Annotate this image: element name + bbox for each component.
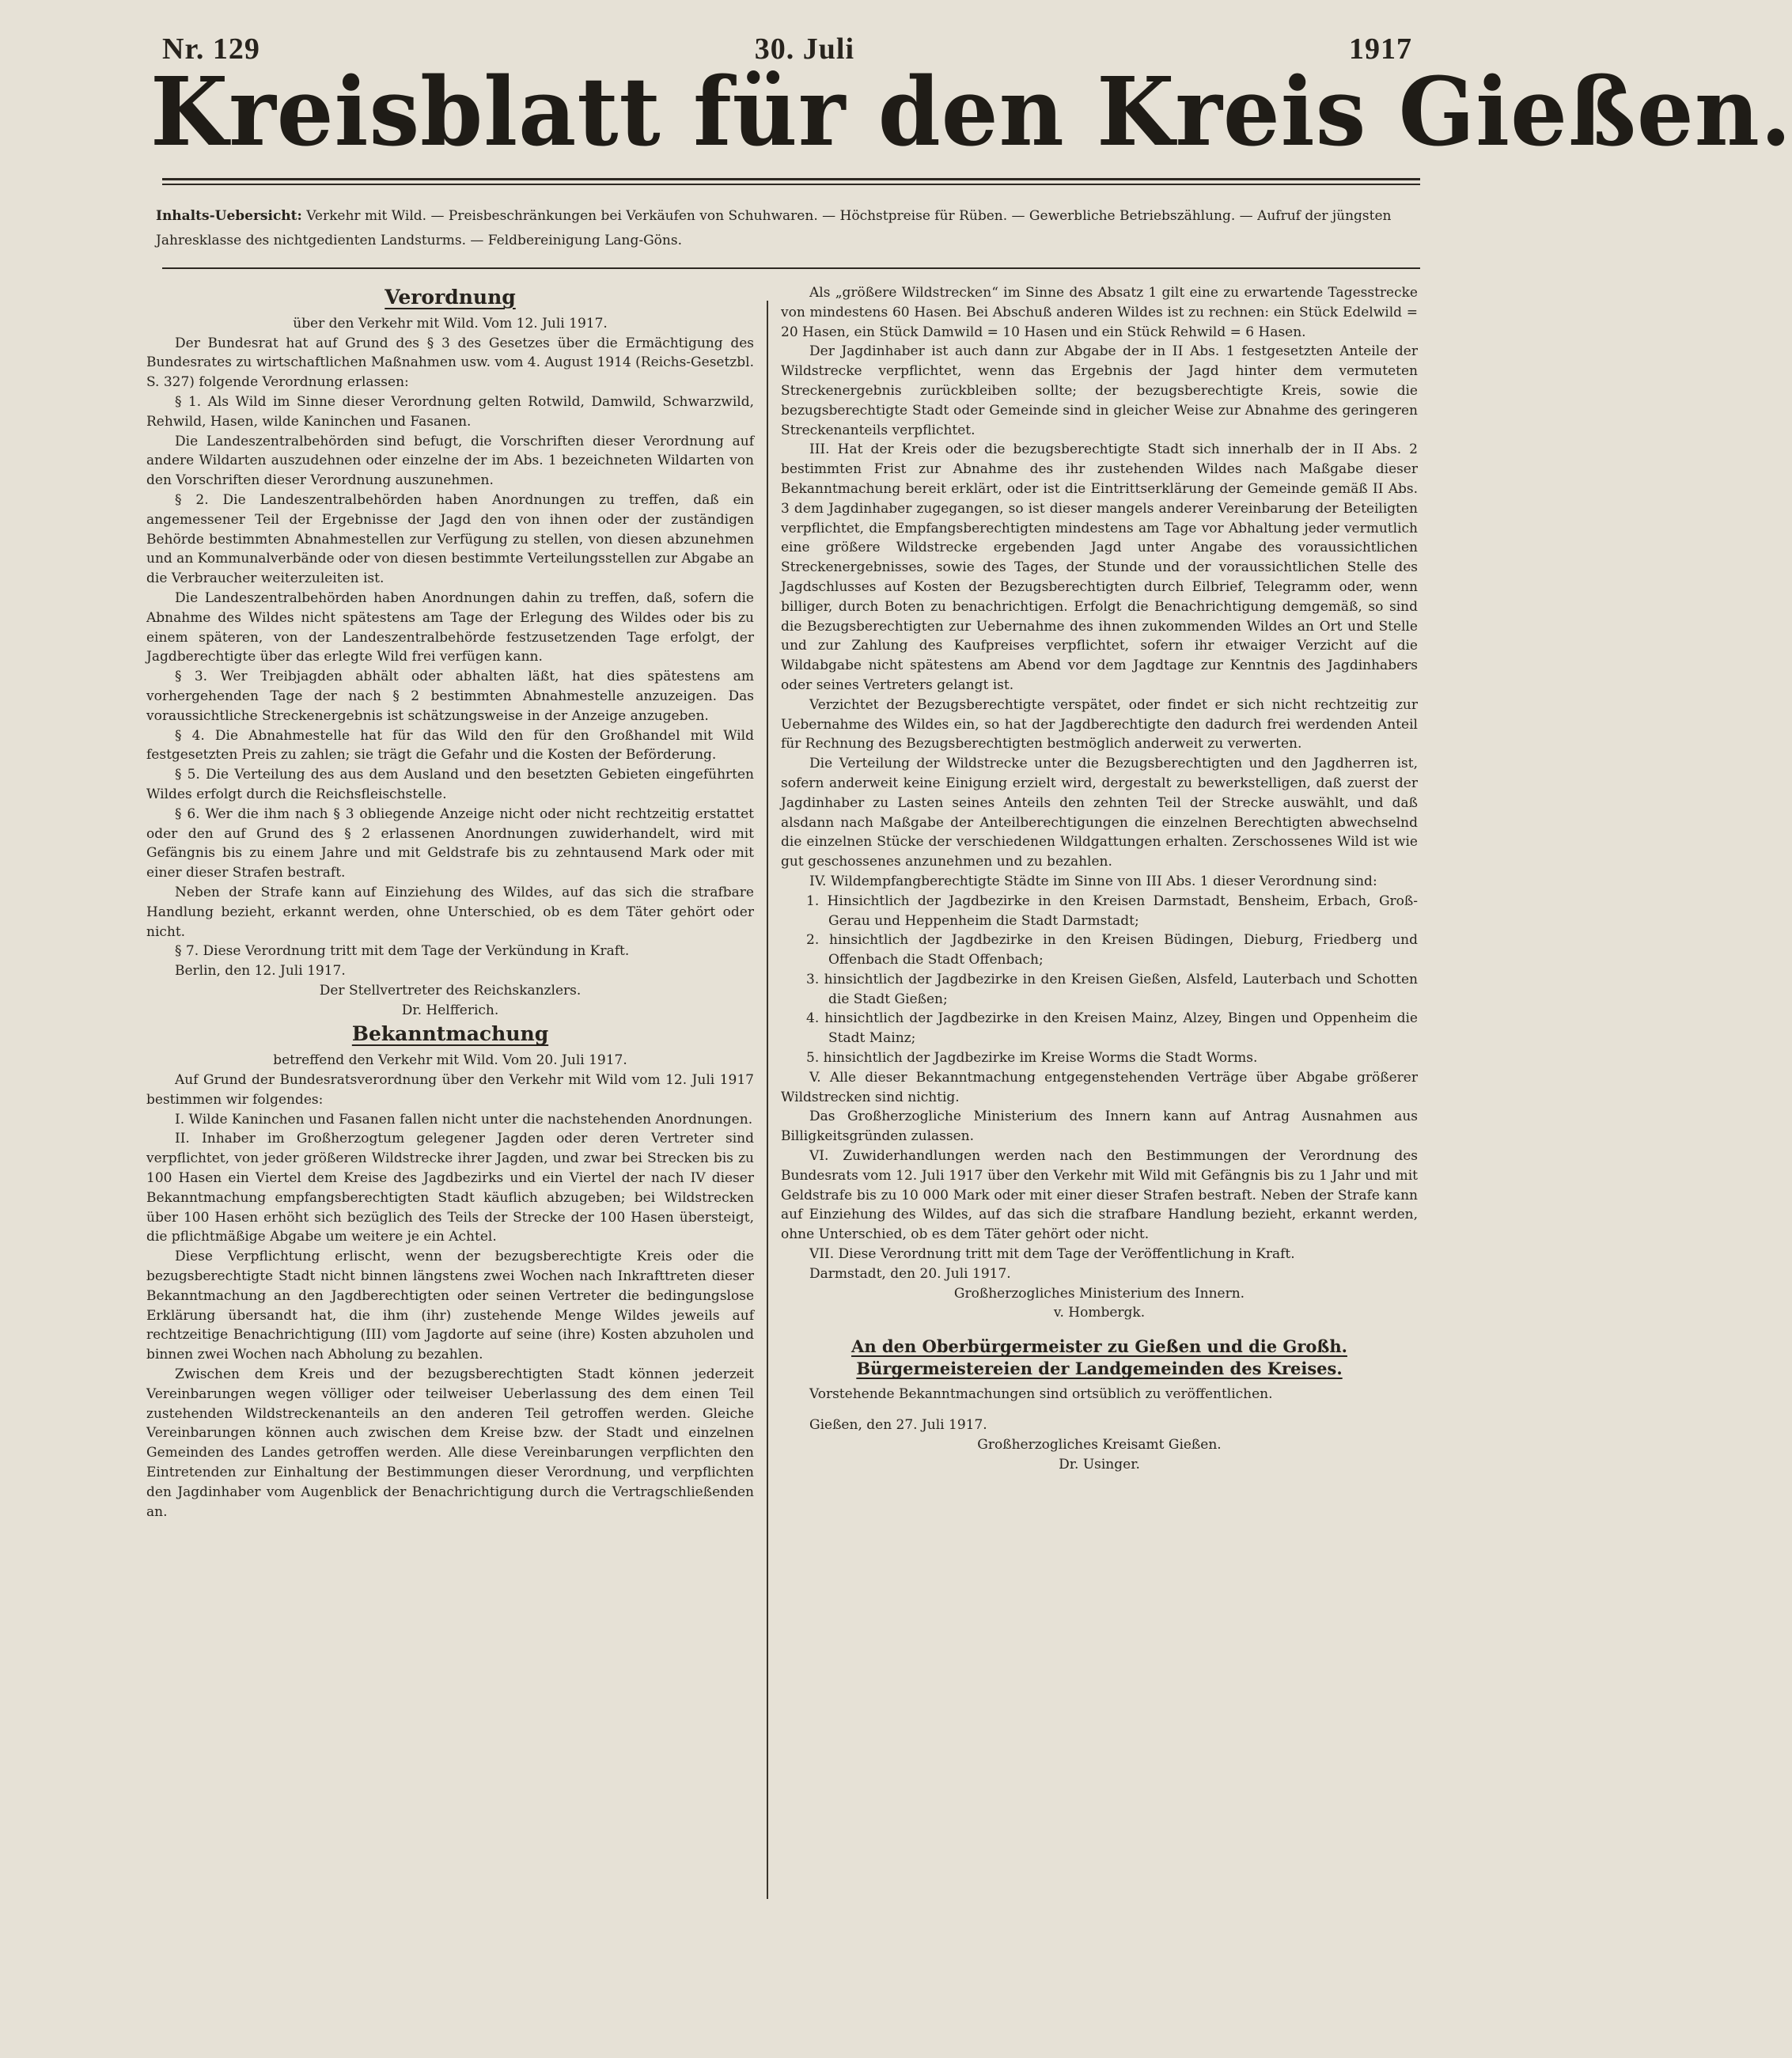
paragraph: § 2. Die Landeszentralbehörden haben Anordnungen zu treffen, daß ein angemessener Teil der Ergebnisse der Jagd den von ihnen oder der zuständigen Behörde bestimmten Abnahmestellen zur Verfügung zu stellen, von diesen abzunehmen und an Kommunalverbände oder von diesen bestimmte Verteilungsstellen zur Abgabe an die Verbraucher weiterzuleiten ist.: [146, 491, 754, 587]
paragraph: Diese Verpflichtung erlischt, wenn der bezugsberechtigte Kreis oder die bezugsberechtigte Stadt nicht binnen längstens zwei Wochen nach Inkrafttreten dieser Bekanntmachung an den Jagdberechtigten oder seinen Vertreter die bedingungslose Erklärung übersandt hat, die ihm (ihr) zustehende Menge Wildes jeweils auf rechtzeitige Benachrichtigung (III) vom Jagdorte auf seine (ihre) Kosten abzuholen und binnen zwei Wochen nach Abholung zu bezahlen.: [146, 1249, 754, 1363]
place-date: Darmstadt, den 20. Juli 1917.: [809, 1265, 1011, 1282]
paragraph: Auf Grund der Bundesratsverordnung über den Verkehr mit Wild vom 12. Juli 1917 bestimmen wir folgendes:: [146, 1072, 754, 1108]
list-item: 1. Hinsichtlich der Jagdbezirke in den Kreisen Darmstadt, Bensheim, Erbach, Groß-Gerau und Heppenheim die Stadt Darmstadt;: [806, 893, 1418, 929]
paragraph: Die Verteilung der Wildstrecke unter die Bezugsberechtigten und den Jagdherren ist, sofern anderweit keine Einigung erzielt wird, dergestalt zu bewerkstelligen, daß zuerst der Jagdinhaber zu Lasten seines Anteils den zehnten Teil der Strecke auswählt, und daß alsdann nach Maßgabe der Anteilberechtigungen die einzelnen Berechtigten abwechselnd die einzelnen Stücke der verschiedenen Wildgattungen erhalten. Zerschossenes Wild ist wie gut geschossenes anzunehmen und zu bezahlen.: [781, 756, 1418, 870]
paragraph: § 3. Wer Treibjagden abhält oder abhalten läßt, hat dies spätestens am vorhergehenden Tage der nach § 2 bestimmten Abnahmestelle anzuzeigen. Das voraussichtliche Streckenergebnis ist schätzungsweise in der Anzeige anzugeben.: [146, 669, 754, 724]
masthead-title: Kreisblatt für den Kreis Gießen.: [150, 56, 1792, 168]
column-divider: [767, 301, 768, 1899]
masthead-rule: [162, 178, 1420, 180]
paragraph: VI. Zuwiderhandlungen werden nach den Bestimmungen der Verordnung des Bundesrats vom 12. Juli 1917 über den Verkehr mit Wild mit Gefängnis bis zu 1 Jahr und mit Geldstrafe bis zu 10 000 Mark oder mit einer dieser Strafen bestraft. Neben der Strafe kann auf Einziehung des Wildes, auf das sich die strafbare Handlung bezieht, erkannt werden, ohne Unterschied, ob es dem Täter gehört oder nicht.: [781, 1148, 1418, 1243]
paragraph: Als „größere Wildstrecken“ im Sinne des Absatz 1 gilt eine zu erwartende Tagesstrecke von mindestens 60 Hasen. Bei Abschuß anderen Wildes ist zu rechnen: ein Stück Edelwild = 20 Hasen, ein Stück Damwild = 10 Hasen und ein Stück Rehwild = 6 Hasen.: [781, 285, 1418, 340]
signature-title: Großherzogliches Kreisamt Gießen.: [977, 1436, 1222, 1453]
left-column: [146, 283, 754, 1522]
paragraph: II. Inhaber im Großherzogtum gelegener Jagden oder deren Vertreter sind verpflichtet, von jeder größeren Wildstrecke ihrer Jagden, und zwar bei Strecken bis zu 100 Hasen ein Viertel dem Kreise des Jagdbezirks und ein Viertel der nach IV dieser Bekanntmachung empfangsberechtigten Stadt käuflich abzugeben; bei Wildstrecken über 100 Hasen erhöht sich bezüglich des Teils der Strecke der 100 Hasen übersteigt, die pflichtmäßige Abgabe um weitere je ein Achtel.: [146, 1131, 754, 1245]
spacer: [781, 1404, 1418, 1416]
ordinance-subtitle: über den Verkehr mit Wild. Vom 12. Juli 1917.: [293, 315, 608, 332]
contents-text: Verkehr mit Wild. — Preisbeschränkungen bei Verkäufen von Schuhwaren. — Höchstpreise für Rüben. — Gewerbliche Betriebszählung. — Aufruf der jüngsten Jahresklasse des nichtgedienten Landsturms. — Feldbereinigung Lang-Göns.: [156, 208, 1392, 248]
signature-name: Dr. Usinger.: [1059, 1456, 1140, 1472]
signature-title: Der Stellvertreter des Reichskanzlers.: [319, 982, 582, 999]
list-item: 5. hinsichtlich der Jagdbezirke im Kreise Worms die Stadt Worms.: [806, 1050, 1258, 1067]
paragraph: Verzichtet der Bezugsberechtigte verspätet, oder findet er sich nicht rechtzeitig zur Uebernahme des Wildes ein, so hat der Jagdberechtigte den dadurch frei werdenden Anteil für Rechnung des Bezugsberechtigten bestmöglich anderweit zu verwerten.: [781, 696, 1418, 752]
signature-name: v. Hombergk.: [1053, 1305, 1146, 1321]
paragraph: Die Landeszentralbehörden sind befugt, die Vorschriften dieser Verordnung auf andere Wildarten auszudehnen oder einzelne der im Abs. 1 bezeichneten Wildarten von den Vorschriften dieser Verordnung auszunehmen.: [146, 433, 754, 489]
issue-number: Nr. 129: [162, 32, 260, 66]
paragraph: III. Hat der Kreis oder die bezugsberechtigte Stadt sich innerhalb der in II Abs. 2 bestimmten Frist zur Abnahme des ihr zustehenden Wildes nach Maßgabe dieser Bekanntmachung bereit erklärt, oder ist die Eintrittserklärung der Gemeinde gemäß II Abs. 3 dem Jagdinhaber zugegangen, so ist dieser mangels anderer Vereinbarung der Beteiligten verpflichtet, die Empfangsberechtigten mindestens am Tage vor Abhaltung jeder vermutlich eine größere Wildstrecke ergebenden Jagd unter Angabe des voraussichtlichen Streckenergebnisses, sowie des Tages, der Stunde und der voraussichtlichen Stelle des Jagdschlusses auf Kosten der Bezugsberechtigten durch Eilbrief, Telegramm oder, wenn billiger, durch Boten zu benachrichtigen. Erfolgt die Benachrichtigung demgemäß, so sind die Bezugsberechtigten zur Uebernahme des ihnen zukommenden Wildes an Ort und Stelle und zur Zahlung des Kaufpreises verpflichtet, sofern ihr etwaiger Verzicht auf die Wildabgabe nicht spätestens am Abend vor dem Jagdtage zur Kenntnis des Jagdinhabers oder seines Vertreters gelangt ist.: [781, 442, 1418, 693]
notice-heading: An den Oberbürgermeister zu Gießen und die Großh. Bürgermeistereien der Landgemeinden des Kreises.: [851, 1336, 1347, 1379]
signature-name: Dr. Helfferich.: [401, 1002, 499, 1018]
city-list: [781, 892, 1418, 1068]
paragraph: Der Jagdinhaber ist auch dann zur Abgabe der in II Abs. 1 festgesetzten Anteile der Wildstrecke verpflichtet, wenn das Ergebnis der Jagd hinter dem vermuteten Streckenergebnis zurückbleiben sollte; der bezugsberechtigte Kreis, sowie die bezugsberechtigte Stadt oder Gemeinde sind in gleicher Weise zur Abnahme des geringeren Streckenanteils verpflichtet.: [781, 343, 1418, 438]
announcement-subtitle: betreffend den Verkehr mit Wild. Vom 20. Juli 1917.: [273, 1052, 627, 1069]
paragraph: § 7. Diese Verordnung tritt mit dem Tage der Verkündung in Kraft.: [175, 943, 630, 960]
issue-date: 30. Juli: [754, 32, 855, 66]
contents-label: Inhalts-Uebersicht:: [156, 208, 302, 224]
list-item: 3. hinsichtlich der Jagdbezirke in den Kreisen Gießen, Alsfeld, Lauterbach und Schotten die Stadt Gießen;: [806, 971, 1418, 1007]
paragraph: Zwischen dem Kreis und der bezugsberechtigten Stadt können jederzeit Vereinbarungen wegen völliger oder teilweiser Ueberlassung des dem einen Teil zustehenden Wildstreckenanteils an den anderen Teil getroffen werden. Gleiche Vereinbarungen können auch zwischen dem Kreise bzw. der Stadt und einzelnen Gemeinden des Landes getroffen werden. Alle diese Vereinbarungen verpflichten den Eintretenden zur Einhaltung der Bestimmungen dieser Verordnung, und verpflichten den Jagdinhaber vom Augenblick der Benachrichtigung durch die Vertragschließenden an.: [146, 1366, 754, 1520]
masthead-rule-thin: [162, 184, 1420, 185]
paragraph: V. Alle dieser Bekanntmachung entgegenstehenden Verträge über Abgabe größerer Wildstrecken sind nichtig.: [781, 1069, 1418, 1105]
list-item: 2. hinsichtlich der Jagdbezirke in den Kreisen Büdingen, Dieburg, Friedberg und Offenbach die Stadt Offenbach;: [806, 932, 1418, 968]
announcement-heading: Bekanntmachung: [351, 1022, 549, 1046]
paragraph: § 6. Wer die ihm nach § 3 obliegende Anzeige nicht oder nicht rechtzeitig erstattet oder den auf Grund des § 2 erlassenen Anordnungen zuwiderhandelt, wird mit Gefängnis bis zu einem Jahre und mit Geldstrafe bis zu zehntausend Mark oder mit einer dieser Strafen bestraft.: [146, 805, 754, 881]
ordinance-heading: Verordnung: [385, 286, 516, 309]
contents-rule: [162, 267, 1420, 269]
table-of-contents: [156, 204, 1420, 253]
signature-title: Großherzogliches Ministerium des Innern.: [953, 1285, 1245, 1302]
paragraph: § 5. Die Verteilung des aus dem Ausland und den besetzten Gebieten eingeführten Wildes erfolgt durch die Reichsfleischstelle.: [146, 767, 754, 802]
list-item: 4. hinsichtlich der Jagdbezirke in den Kreisen Mainz, Alzey, Bingen und Oppenheim die Stadt Mainz;: [806, 1010, 1418, 1047]
paragraph: § 4. Die Abnahmestelle hat für das Wild den für den Großhandel mit Wild festgesetzten Preis zu zahlen; sie trägt die Gefahr und die Kosten der Beförderung.: [146, 727, 754, 764]
paragraph: VII. Diese Verordnung tritt mit dem Tage der Veröffentlichung in Kraft.: [809, 1246, 1295, 1263]
paragraph: § 1. Als Wild im Sinne dieser Verordnung gelten Rotwild, Damwild, Schwarzwild, Rehwild, Hasen, wilde Kaninchen und Fasanen.: [146, 393, 754, 430]
place-date: Gießen, den 27. Juli 1917.: [809, 1417, 987, 1434]
paragraph: Vorstehende Bekanntmachungen sind ortsüblich zu veröffentlichen.: [809, 1386, 1273, 1403]
paragraph: Das Großherzogliche Ministerium des Innern kann auf Antrag Ausnahmen aus Billigkeitsgründen zulassen.: [781, 1109, 1418, 1145]
paragraph: Die Landeszentralbehörden haben Anordnungen dahin zu treffen, daß, sofern die Abnahme des Wildes nicht spätestens am Tage der Erlegung des Wildes oder bis zu einem späteren, von der Landeszentralbehörde festzusetzenden Tage erfolgt, der Jagdberechtigte über das erlegte Wild frei verfügen kann.: [146, 589, 754, 665]
right-column: [781, 283, 1418, 1474]
paragraph: I. Wilde Kaninchen und Fasanen fallen nicht unter die nachstehenden Anordnungen.: [175, 1111, 753, 1128]
paragraph: IV. Wildempfangberechtigte Städte im Sinne von III Abs. 1 dieser Verordnung sind:: [809, 873, 1377, 889]
paragraph: Der Bundesrat hat auf Grund des § 3 des Gesetzes über die Ermächtigung des Bundesrates zu wirtschaftlichen Maßnahmen usw. vom 4. August 1914 (Reichs-Gesetzbl. S. 327) folgende Verordnung erlassen:: [146, 335, 754, 391]
place-date: Berlin, den 12. Juli 1917.: [175, 963, 346, 980]
paragraph: Neben der Strafe kann auf Einziehung des Wildes, auf das sich die strafbare Handlung bezieht, erkannt werden, ohne Unterschied, ob es dem Täter gehört oder nicht.: [146, 884, 754, 940]
issue-year: 1917: [1348, 32, 1412, 66]
